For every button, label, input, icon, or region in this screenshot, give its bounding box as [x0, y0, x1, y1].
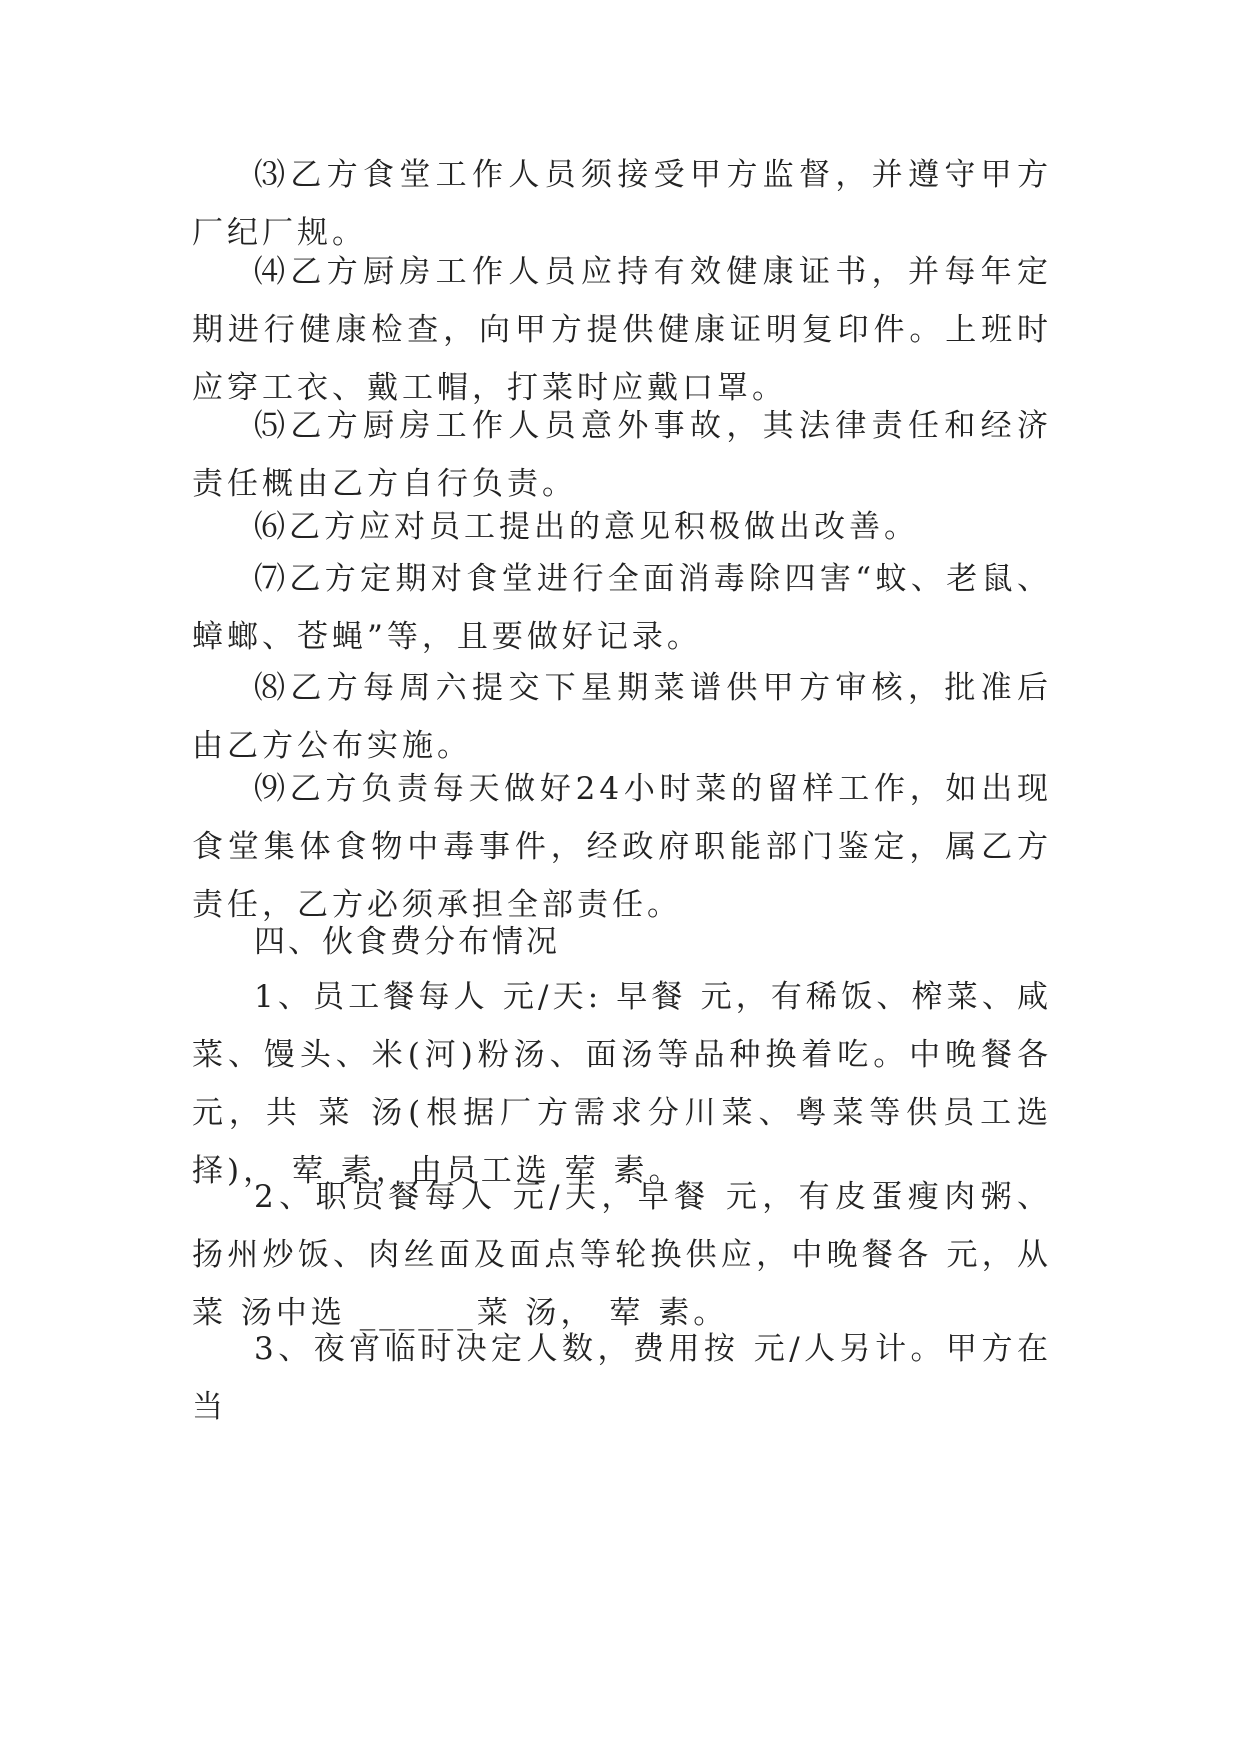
- employee-meal-paragraph: 2、职员餐每人 元/天，早餐 元，有皮蛋瘦肉粥、扬州炒饭、肉丝面及面点等轮换供应，中晚餐各 元，从 菜 汤中选 ______菜 汤， 荤 素。: [192, 1179, 1066, 1331]
- clause-4-paragraph: ⑷乙方厨房工作人员应持有效健康证书，并每年定期进行健康检查，向甲方提供健康证明复印件。上班时应穿工衣、戴工帽，打菜时应戴口罩。: [192, 254, 1052, 406]
- clause-6-paragraph: ⑹乙方应对员工提出的意见积极做出改善。: [254, 509, 919, 545]
- clause-7-paragraph: ⑺乙方定期对食堂进行全面消毒除四害“蚊、老鼠、蟑螂、苍蝇”等，且要做好记录。: [192, 561, 1052, 655]
- clause-8-paragraph: ⑻乙方每周六提交下星期菜谱供甲方审核，批准后由乙方公布实施。: [192, 670, 1052, 764]
- clause-3-paragraph: ⑶乙方食堂工作人员须接受甲方监督，并遵守甲方厂纪厂规。: [192, 157, 1052, 251]
- clause-5-paragraph: ⑸乙方厨房工作人员意外事故，其法律责任和经济责任概由乙方自行负责。: [192, 408, 1052, 502]
- staff-meal-paragraph: 1、员工餐每人 元/天: 早餐 元，有稀饭、榨菜、咸菜、馒头、米(河)粉汤、面汤等品种换着吃。中晚餐各 元，共 菜 汤(根据厂方需求分川菜、粤菜等供员工选择)， 荤 素，由员工选 荤 素。: [192, 979, 1066, 1189]
- section-4-heading: 四、伙食费分布情况: [254, 924, 560, 960]
- late-night-meal-paragraph: 3、夜宵临时决定人数，费用按 元/人另计。甲方在当: [192, 1331, 1052, 1425]
- clause-9-paragraph: ⑼乙方负责每天做好24小时菜的留样工作，如出现食堂集体食物中毒事件，经政府职能部门鉴定，属乙方责任，乙方必须承担全部责任。: [192, 771, 1052, 923]
